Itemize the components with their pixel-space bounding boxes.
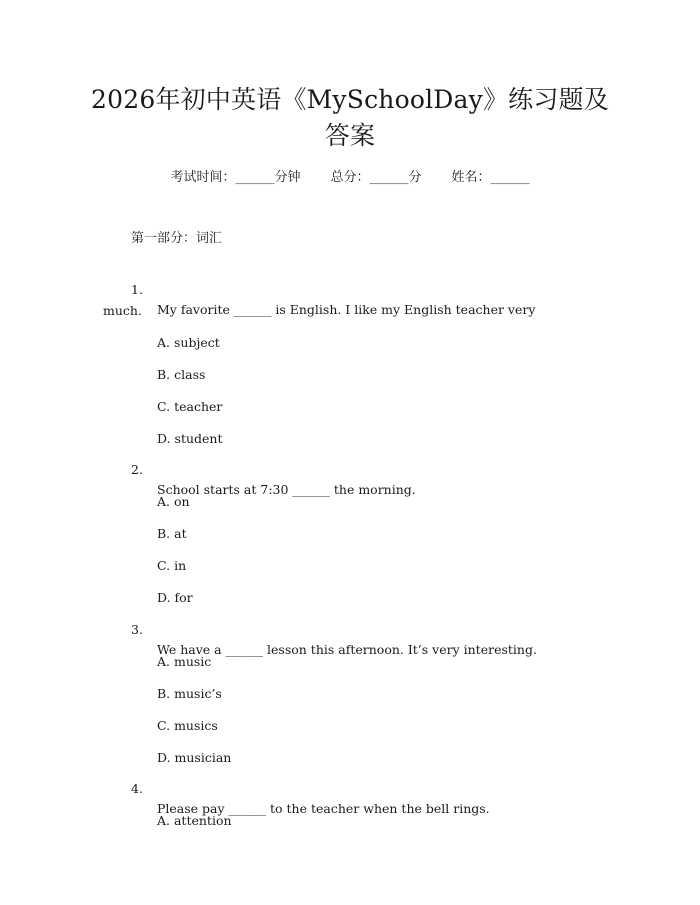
question-text: We have a ______ lesson this afternoon. It’s very interesting. xyxy=(157,642,537,657)
document-title xyxy=(90,82,610,154)
question-number: 4. xyxy=(131,781,143,796)
option-label: A. on xyxy=(157,494,190,509)
question-text: My favorite ______ is English. I like my English teacher very xyxy=(157,302,536,317)
option-label: C. in xyxy=(157,558,187,573)
option-label: B. class xyxy=(157,367,206,382)
section-title: 第一部分：词汇 xyxy=(131,231,223,246)
exam-name-label: 姓名：______ xyxy=(451,170,530,185)
option-4a xyxy=(0,791,700,851)
option-label: A. music xyxy=(157,654,212,669)
option-label: B. music’s xyxy=(157,686,222,701)
exam-time-label: 考试时间：______分钟 xyxy=(170,170,301,185)
option-label: C. teacher xyxy=(157,399,223,414)
question-number: 3. xyxy=(131,622,143,637)
title-line-2: 答案 xyxy=(324,121,376,150)
option-label: C. musics xyxy=(157,718,218,733)
option-label: D. student xyxy=(157,431,223,446)
title-line-1: 2026年初中英语《MySchoolDay》练习题及 xyxy=(91,85,609,114)
exam-score-label: 总分：______分 xyxy=(330,170,422,185)
option-label: B. at xyxy=(157,526,187,541)
exam-info xyxy=(0,168,700,188)
question-text-continuation: much. xyxy=(103,303,142,318)
option-label: A. attention xyxy=(157,813,232,828)
question-text: Please pay ______ to the teacher when the bell rings. xyxy=(157,801,490,816)
option-label: A. subject xyxy=(157,335,220,350)
option-label: D. musician xyxy=(157,750,232,765)
option-label: D. for xyxy=(157,590,193,605)
question-text: School starts at 7:30 ______ the morning. xyxy=(157,482,416,497)
question-number: 2. xyxy=(131,462,143,477)
question-number: 1. xyxy=(131,282,143,297)
